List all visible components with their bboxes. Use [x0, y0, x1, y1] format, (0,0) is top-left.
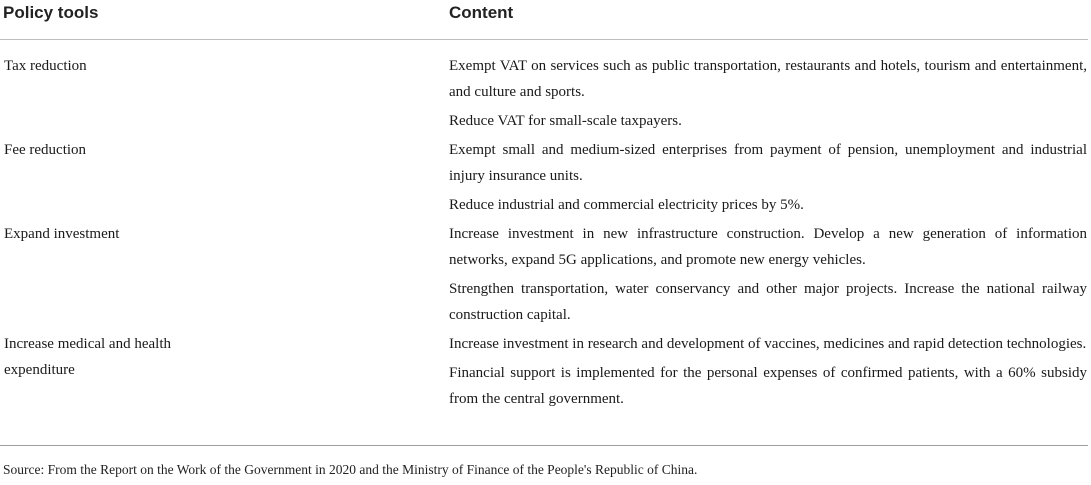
header-content: Content: [449, 3, 514, 22]
content-cell: [449, 331, 1087, 412]
table-row: [0, 331, 1088, 412]
content-cell: [449, 53, 1087, 134]
content-item: Reduce VAT for small-scale taxpayers.: [449, 113, 682, 129]
header-policy-tools: Policy tools: [3, 3, 99, 22]
policy-tool-cell: [0, 137, 446, 218]
content-cell: [449, 137, 1087, 218]
table-body: [0, 40, 1088, 446]
table-row: [0, 221, 1088, 328]
source-note: Source: From the Report on the Work of the Government in 2020 and the Ministry of Finance of the People's Republic of China.: [3, 462, 698, 477]
table-row: [0, 53, 1088, 134]
policy-tool-label: Increase medical and health: [4, 336, 171, 352]
policy-tool-label: expenditure: [4, 362, 75, 378]
content-item: Exempt small and medium-sized enterprises from payment of pension, unemployment and industrial injury insurance units.: [449, 142, 1087, 184]
table-row: [0, 137, 1088, 218]
policy-tool-label: Fee reduction: [4, 142, 87, 158]
policy-tool-cell: [0, 331, 446, 412]
content-item: Strengthen transportation, water conservancy and other major projects. Increase the national railway construction capital.: [449, 281, 1087, 323]
content-item: Reduce industrial and commercial electricity prices by 5%.: [449, 197, 804, 213]
content-item: Increase investment in new infrastructure construction. Develop a new generation of information networks, expand 5G applications, and promote new energy vehicles.: [449, 226, 1087, 268]
content-item: Exempt VAT on services such as public transportation, restaurants and hotels, tourism and entertainment, and culture and sports.: [449, 58, 1087, 100]
policy-tool-cell: [0, 221, 446, 328]
policy-tool-label: Expand investment: [4, 226, 120, 242]
content-cell: [449, 221, 1087, 328]
policy-tool-cell: [0, 53, 446, 134]
policy-tool-label: Tax reduction: [4, 58, 87, 74]
table-header: [0, 0, 1088, 40]
content-item: Increase investment in research and development of vaccines, medicines and rapid detection technologies.: [449, 336, 1087, 352]
content-item: Financial support is implemented for the personal expenses of confirmed patients, with a 60% subsidy from the central government.: [449, 365, 1087, 407]
